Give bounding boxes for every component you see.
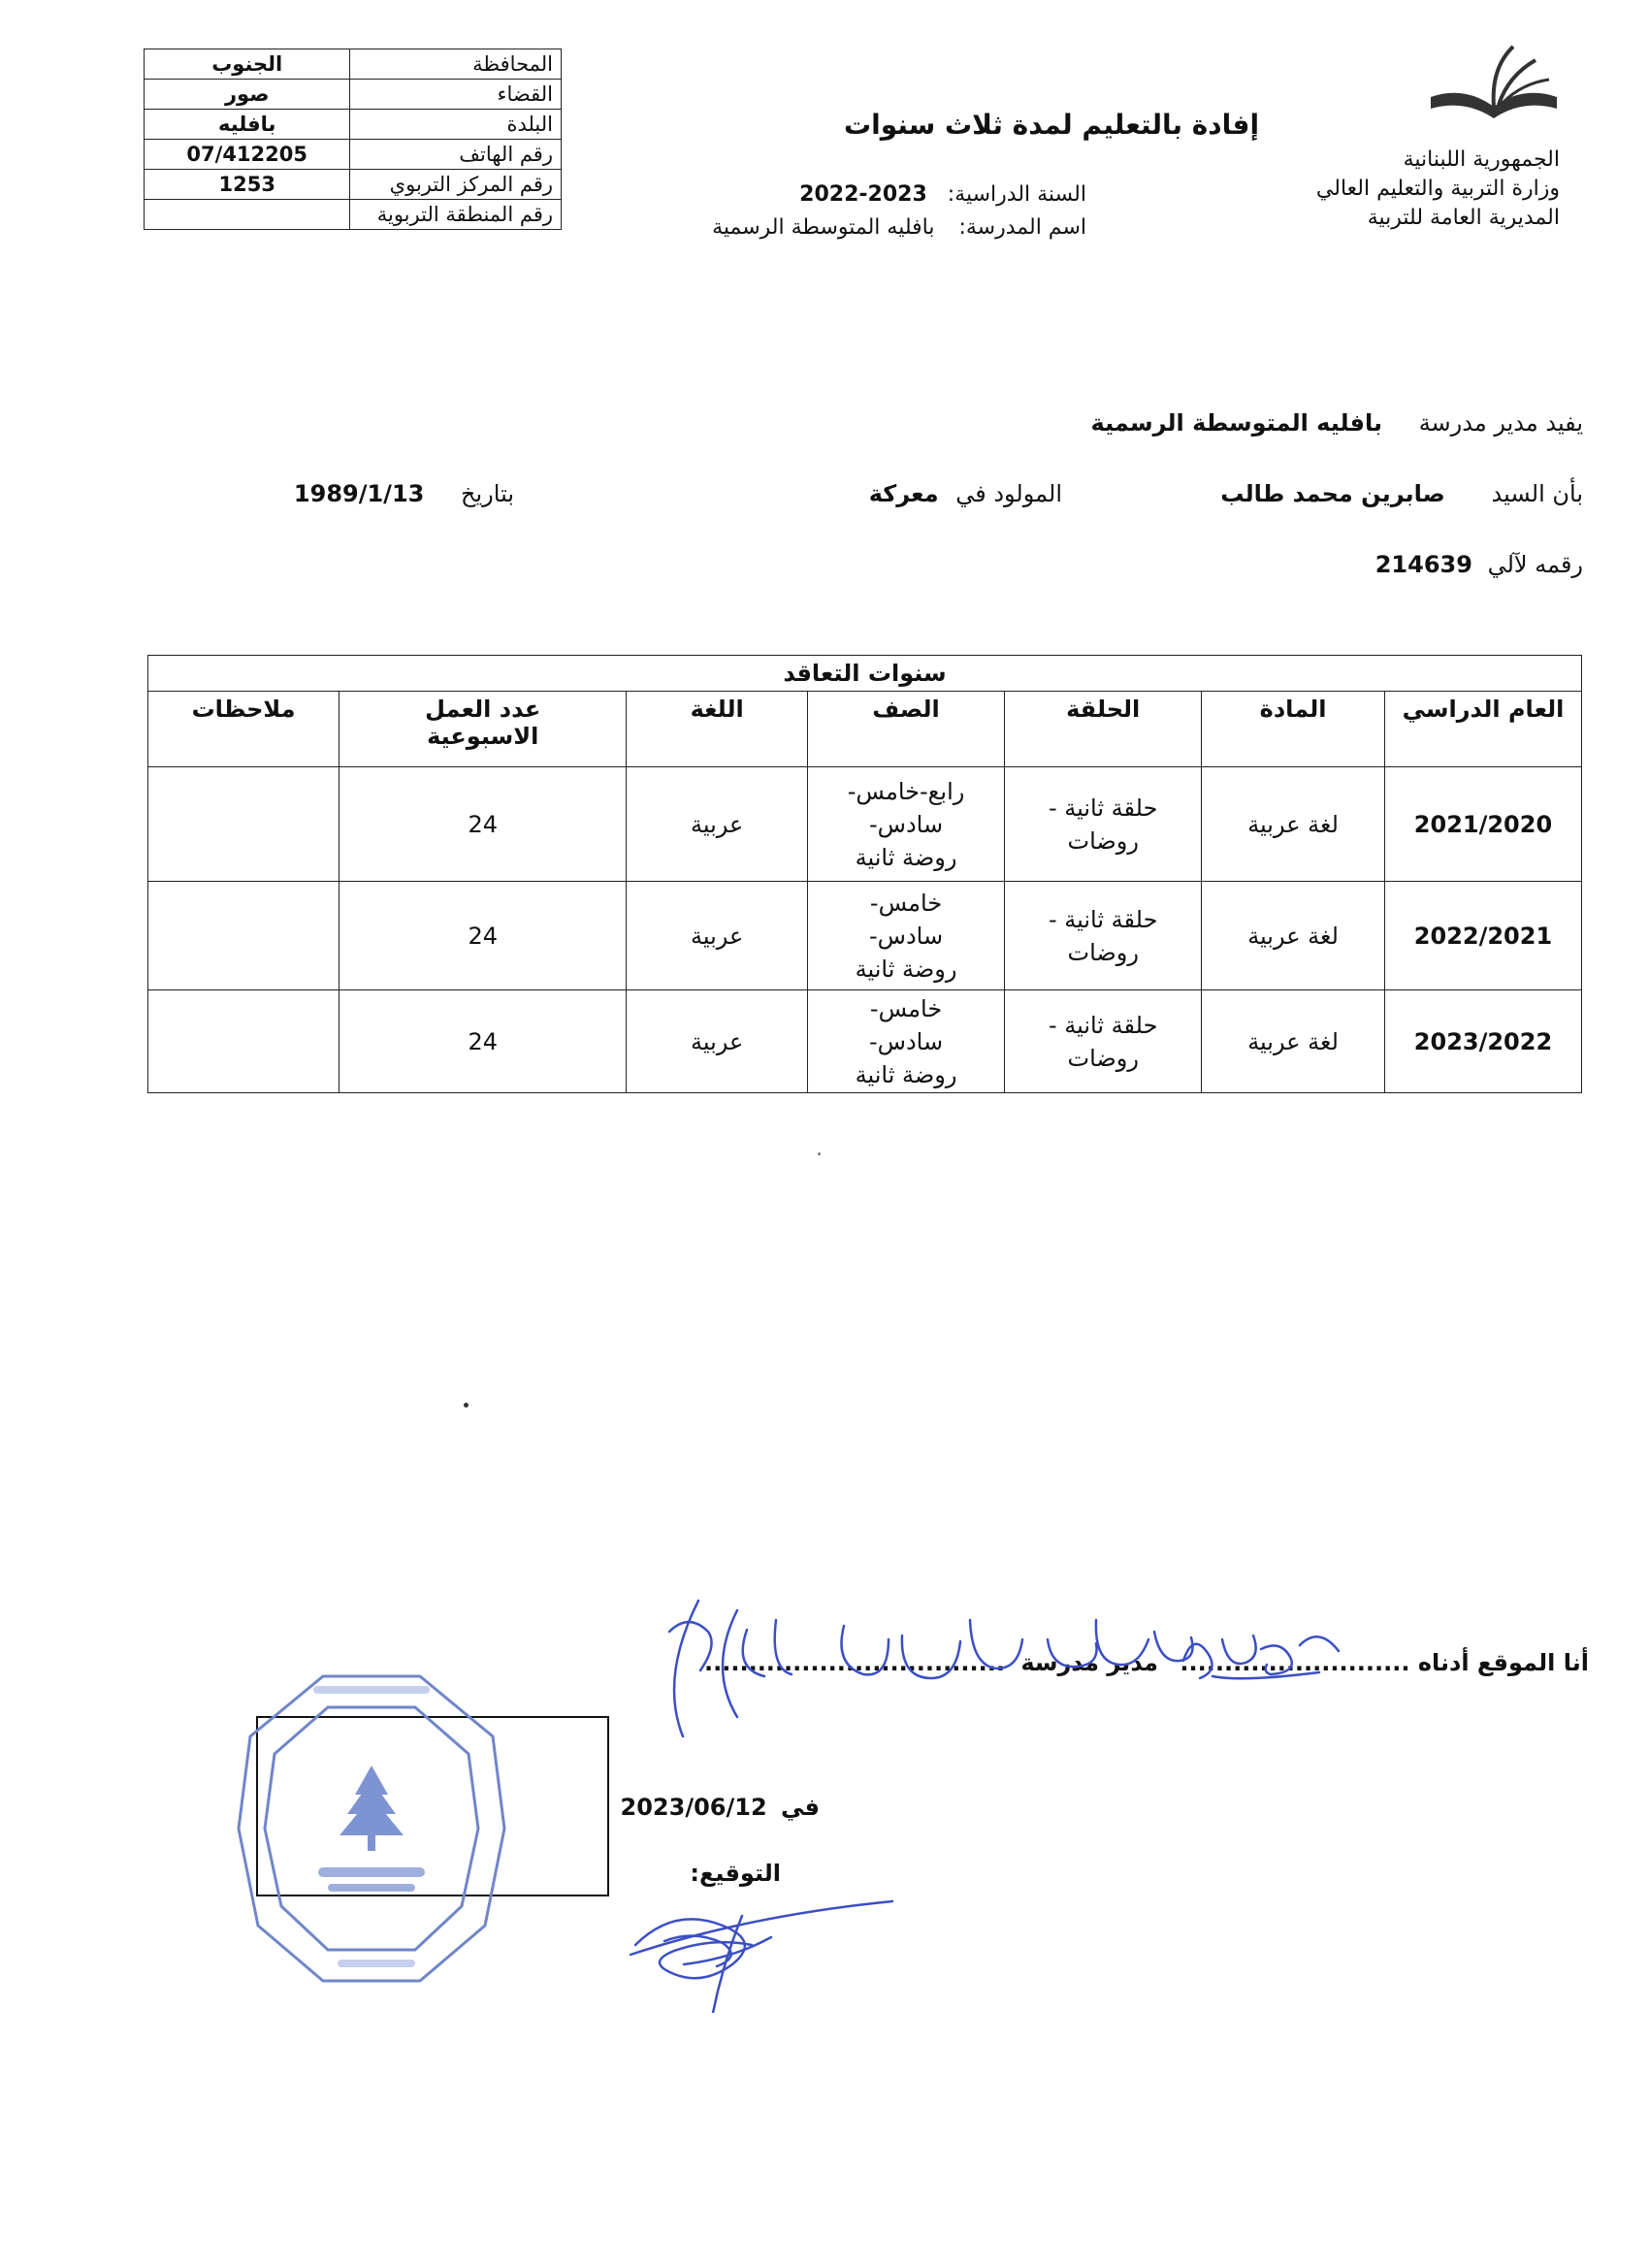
info-row-governorate xyxy=(145,49,562,80)
ministry-heading: وزارة التربية والتعليم العالي xyxy=(1315,177,1560,201)
cell-year: 2023/2022 xyxy=(1384,990,1581,1093)
info-row-phone xyxy=(145,140,562,170)
cell-year: 2022/2021 xyxy=(1384,882,1581,990)
info-value: بافليه xyxy=(145,110,350,140)
id-row xyxy=(1375,551,1583,578)
info-label: رقم المركز التربوي xyxy=(350,170,562,200)
info-value: صور xyxy=(145,80,350,110)
cell-hours: 24 xyxy=(340,767,627,882)
column-header: اللغة xyxy=(627,692,807,767)
info-label: رقم المنطقة التربوية xyxy=(350,200,562,230)
school-info-table xyxy=(144,49,562,230)
school-name-row xyxy=(712,215,1086,240)
person-line-prefix xyxy=(1220,480,1583,507)
column-header: عدد العمل الاسبوعية xyxy=(340,692,627,767)
cell-cycle: حلقة ثانية - روضات xyxy=(1005,990,1202,1093)
cell-year: 2021/2020 xyxy=(1384,767,1581,882)
info-row-center-number xyxy=(145,170,562,200)
school-name-value: بافليه المتوسطة الرسمية xyxy=(712,215,935,240)
birth-date: 1989/1/13 xyxy=(293,480,425,507)
info-row-region-number xyxy=(145,200,562,230)
school-stamp xyxy=(231,1669,512,1989)
info-value: 1253 xyxy=(145,170,350,200)
table-caption-row xyxy=(148,656,1582,692)
column-header: العام الدراسي xyxy=(1384,692,1581,767)
info-row-town xyxy=(145,110,562,140)
table-caption: سنوات التعاقد xyxy=(148,656,1582,692)
id-number: 214639 xyxy=(1374,551,1472,578)
director-label: مدير مدرسة xyxy=(1020,1649,1159,1676)
document-title: إفادة بالتعليم لمدة ثلاث سنوات xyxy=(844,109,1260,141)
undersigned-label: أنا الموقع أدناه xyxy=(1417,1649,1589,1676)
cell-notes xyxy=(148,882,340,990)
cell-subject: لغة عربية xyxy=(1202,882,1385,990)
info-row-district xyxy=(145,80,562,110)
ministry-book-logo-icon xyxy=(1421,39,1567,136)
cell-subject: لغة عربية xyxy=(1202,990,1385,1093)
school-year-value: 2023-2022 xyxy=(799,182,927,207)
signature-date: 2023/06/12 xyxy=(620,1794,767,1821)
statement-prefix: يفيد مدير مدرسة xyxy=(1418,409,1583,437)
column-header: ملاحظات xyxy=(148,692,340,767)
cell-notes xyxy=(148,990,340,1093)
table-row xyxy=(148,882,1582,990)
dotted-line: .................................. xyxy=(703,1649,1005,1676)
person-name: صابرين محمد طالب xyxy=(1220,480,1445,507)
cell-language: عربية xyxy=(627,767,807,882)
column-header: الحلقة xyxy=(1005,692,1202,767)
info-label: القضاء xyxy=(350,80,562,110)
info-value xyxy=(145,200,350,230)
contract-years-table xyxy=(147,655,1582,1093)
handwriting-ink xyxy=(640,1581,1416,1756)
scan-speck xyxy=(818,1152,821,1155)
table-header-row xyxy=(148,692,1582,767)
info-value: 07/412205 xyxy=(145,140,350,170)
info-label: البلدة xyxy=(350,110,562,140)
date-row xyxy=(621,1794,820,1821)
directorate-heading: المديرية العامة للتربية xyxy=(1367,206,1560,230)
cell-notes xyxy=(148,767,340,882)
birth-place-row xyxy=(869,480,1062,507)
info-label: رقم الهاتف xyxy=(350,140,562,170)
birth-date-label: بتاريخ xyxy=(461,480,514,507)
handwritten-signature xyxy=(626,1887,897,2013)
born-label: المولود في xyxy=(955,480,1062,507)
scan-speck xyxy=(464,1403,469,1408)
info-label: المحافظة xyxy=(350,49,562,80)
person-prefix: بأن السيد xyxy=(1491,480,1583,507)
table-row xyxy=(148,767,1582,882)
school-year-row xyxy=(799,182,1086,207)
dotted-line: .......................... xyxy=(1180,1649,1410,1676)
cell-grade: خامس-سادس-روضة ثانية xyxy=(807,882,1004,990)
cell-hours: 24 xyxy=(340,882,627,990)
cell-grade: رابع-خامس-سادس-روضة ثانية xyxy=(807,767,1004,882)
cell-language: عربية xyxy=(627,882,807,990)
republic-heading: الجمهورية اللبنانية xyxy=(1403,147,1560,172)
column-header: الصف xyxy=(807,692,1004,767)
id-label: رقمه لآلي xyxy=(1487,551,1583,578)
table-row xyxy=(148,990,1582,1093)
info-value: الجنوب xyxy=(145,49,350,80)
on-label: في xyxy=(781,1794,820,1821)
school-year-label: السنة الدراسية: xyxy=(947,182,1086,207)
cell-cycle: حلقة ثانية - روضات xyxy=(1005,882,1202,990)
cell-grade: خامس-سادس-روضة ثانية xyxy=(807,990,1004,1093)
birth-date-row xyxy=(294,480,514,507)
column-header: المادة xyxy=(1202,692,1385,767)
statement-school: بافليه المتوسطة الرسمية xyxy=(1090,409,1383,437)
signature-label: التوقيع: xyxy=(690,1860,781,1887)
birth-place: معركة xyxy=(868,480,939,507)
school-name-label: اسم المدرسة: xyxy=(958,215,1086,240)
cell-language: عربية xyxy=(627,990,807,1093)
cell-hours: 24 xyxy=(340,990,627,1093)
cell-subject: لغة عربية xyxy=(1202,767,1385,882)
statement-line-1 xyxy=(1091,409,1583,437)
cell-cycle: حلقة ثانية - روضات xyxy=(1005,767,1202,882)
